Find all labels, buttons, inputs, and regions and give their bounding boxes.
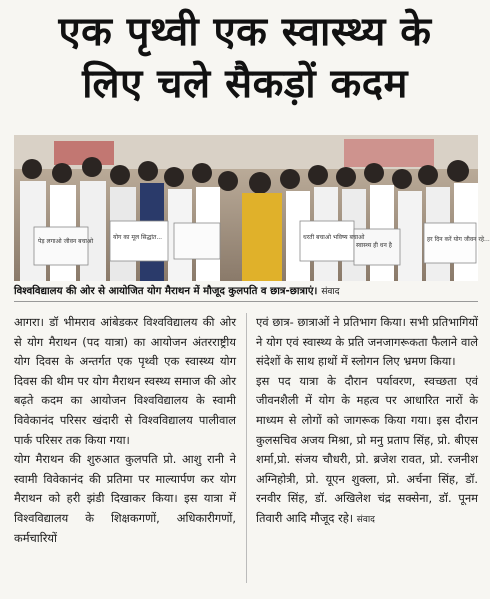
news-photo	[14, 135, 490, 281]
article-paragraph-2: योग मैराथन की शुरुआत कुलपति प्रो. आशु रानी ने स्वामी विवेकानंद की प्रतिमा पर माल्यार्पण कर योग मैराथन को हरी झंडी दिखाकर किया। इस यात्रा में विश्वविद्यालय के शिक्षकगणों, अधिकारीगणों, कर्मचारियों	[14, 452, 236, 545]
article-column-right	[256, 313, 478, 531]
article-paragraph-4	[256, 372, 478, 531]
article-paragraph-3: एवं छात्र- छात्राओं ने प्रतिभाग किया। सभी प्रतिभागियों ने योग एवं स्वास्थ्य के प्रति जनजागरूकता फैलाने वाले संदेशों के साथ हाथों में स्लोगन लिए भ्रमण किया।	[256, 315, 478, 369]
article-paragraph-4-text: इस पद यात्रा के दौरान पर्यावरण, स्वच्छता एवं जीवनशैली में योग के महत्व पर आधारित नारों के माध्यम से लोगों को जागरूक किया गया। इस दौरान कुलसचिव अजय मिश्रा, प्रो मनु प्रताप सिंह, प्रो. बीएस शर्मा,प्रो. संजय चौधरी, प्रो. ब्रजेश रावत, प्रो. रजनीश अग्निहोत्री, प्रो. यूएन शुक्ला, प्रो. अर्चना सिंह, डॉ. रनवीर सिंह, डॉ. अखिलेश चंद्र सक्सेना, डॉ. पूनम तिवारी आदि मौजूद रहे।	[256, 373, 478, 525]
placard-text-3: धरती बचाओ भविष्य बचाओ	[303, 234, 365, 241]
article-column-left	[14, 313, 236, 548]
placard-text-5: स्वास्थ्य ही धन है	[356, 242, 392, 249]
headline-line-1: एक पृथ्वी एक स्वास्थ्य के	[58, 9, 432, 55]
article-credit: संवाद	[356, 514, 375, 525]
headline-line-2: लिए चले सैकड़ों कदम	[82, 61, 408, 107]
headline	[0, 6, 490, 110]
placard-text-1: पेड़ लगाओ जीवन बचाओ	[38, 238, 94, 245]
caption-text: विश्वविद्यालय की ओर से आयोजित योग मैराथन में मौजूद कुलपति व छात्र-छात्राएं।	[14, 286, 318, 297]
placard-text-4: हर दिन करें योग जीवन रहे...	[427, 236, 490, 243]
article-paragraph-1: आगरा। डॉ भीमराव आंबेडकर विश्वविद्यालय की ओर से योग मैराथन (पद यात्रा) का आयोजन अंतरराष्ट्रीय योग दिवस के अन्तर्गत एक पृथ्वी एक स्वास्थ्य योग दिवस की थीम पर योग मैराथन स्वस्थ्य समाज की ओर बढ़ते कदम का आयोजन विश्वविद्यालय के स्वामी विवेकानंद परिसर खंदारी से विश्वविद्यालय पालीवाल पार्क परिसर तक किया गया।	[14, 315, 236, 447]
photo-caption	[14, 283, 478, 302]
column-divider	[246, 313, 247, 583]
caption-credit: संवाद	[321, 287, 340, 297]
placard-text-2: योग का मूल सिद्धांत...	[113, 234, 163, 241]
marathon-crowd-image	[14, 135, 490, 281]
